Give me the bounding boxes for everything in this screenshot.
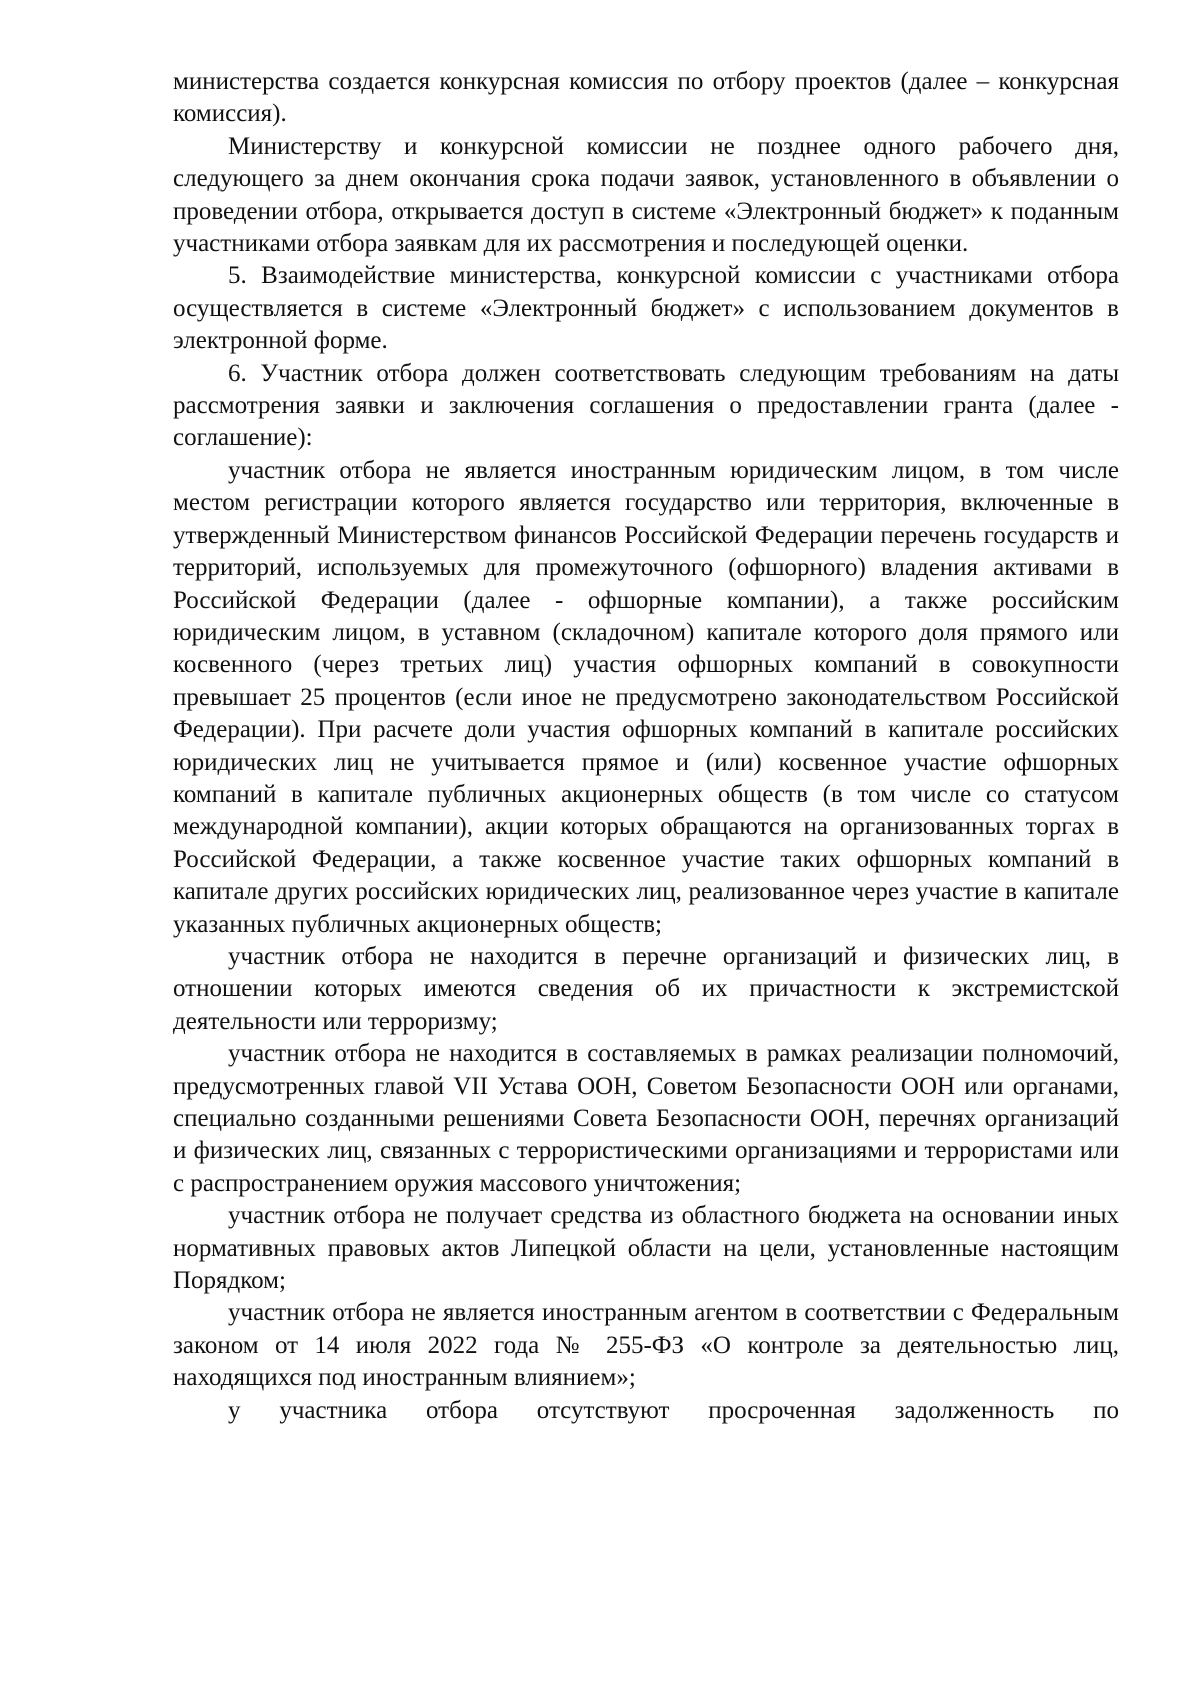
paragraph-budget-funds-requirement: участник отбора не получает средства из областного бюджета на основании иных нормативных правовых актов Липецкой области на цели, установленные настоящим Порядком; (173, 1202, 1119, 1295)
paragraph-commission-creation: министерства создается конкурсная комиссия по отбору проектов (далее – конкурсная комиссия). (173, 68, 1119, 128)
paragraph-foreign-agent-requirement: участник отбора не является иностранным агентом в соответствии с Федеральным законом от 14 июля 2022 года № 255-ФЗ «О контроле за деятельностью лиц, находящихся под иностранным влиянием»; (173, 1299, 1119, 1392)
paragraph-item-5-interaction: 5. Взаимодействие министерства, конкурсной комиссии с участниками отбора осуществляется в системе «Электронный бюджет» с использованием документов в электронной форме. (173, 262, 1119, 355)
paragraph-system-access: Министерству и конкурсной комиссии не позднее одного рабочего дня, следующего за днем окончания срока подачи заявок, установленного в объявлении о проведении отбора, открывается доступ в системе «Электронный бюджет» к поданным участниками отбора заявкам для их рассмотрения и последующей оценки. (173, 132, 1119, 258)
paragraph-debt-requirement: у участника отбора отсутствуют просроченная задолженность по (228, 1396, 1119, 1424)
paragraph-un-sanctions-requirement: участник отбора не находится в составляемых в рамках реализации полномочий, предусмотренных главой VII Устава ООН, Советом Безопасности ООН или органами, специально созданными решениями Совета Безопасности ООН, перечнях организаций и физических лиц, связанных с террористическими организациями и террористами или с распространением оружия массового уничтожения; (173, 1040, 1119, 1197)
paragraph-offshore-requirement: участник отбора не является иностранным юридическим лицом, в том числе местом регистрации которого является государство или территория, включенные в утвержденный Министерством финансов Российской Федерации перечень государств и территорий, используемых для промежуточного (офшорного) владения активами в Российской Федерации (далее - офшорные компании), а также российским юридическим лицом, в уставном (складочном) капитале которого доля прямого или косвенного (через третьих лиц) участия офшорных компаний в совокупности превышает 25 процентов (если иное не предусмотрено законодательством Российской Федерации). При расчете доли участия офшорных компаний в капитале российских юридических лиц не учитывается прямое и (или) косвенное участие офшорных компаний в капитале публичных акционерных обществ (в том числе со статусом международной компании), акции которых обращаются на организованных торгах в Российской Федерации, а также косвенное участие таких офшорных компаний в капитале других российских юридических лиц, реализованное через участие в капитале указанных публичных акционерных обществ; (173, 456, 1119, 938)
document-page (173, 66, 1119, 1427)
paragraph-item-6-requirements: 6. Участник отбора должен соответствовать следующим требованиям на даты рассмотрения заявки и заключения соглашения о предоставлении гранта (далее - соглашение): (173, 359, 1119, 452)
paragraph-extremism-requirement: участник отбора не находится в перечне организаций и физических лиц, в отношении которых имеются сведения об их причастности к экстремистской деятельности или терроризму; (173, 942, 1119, 1035)
